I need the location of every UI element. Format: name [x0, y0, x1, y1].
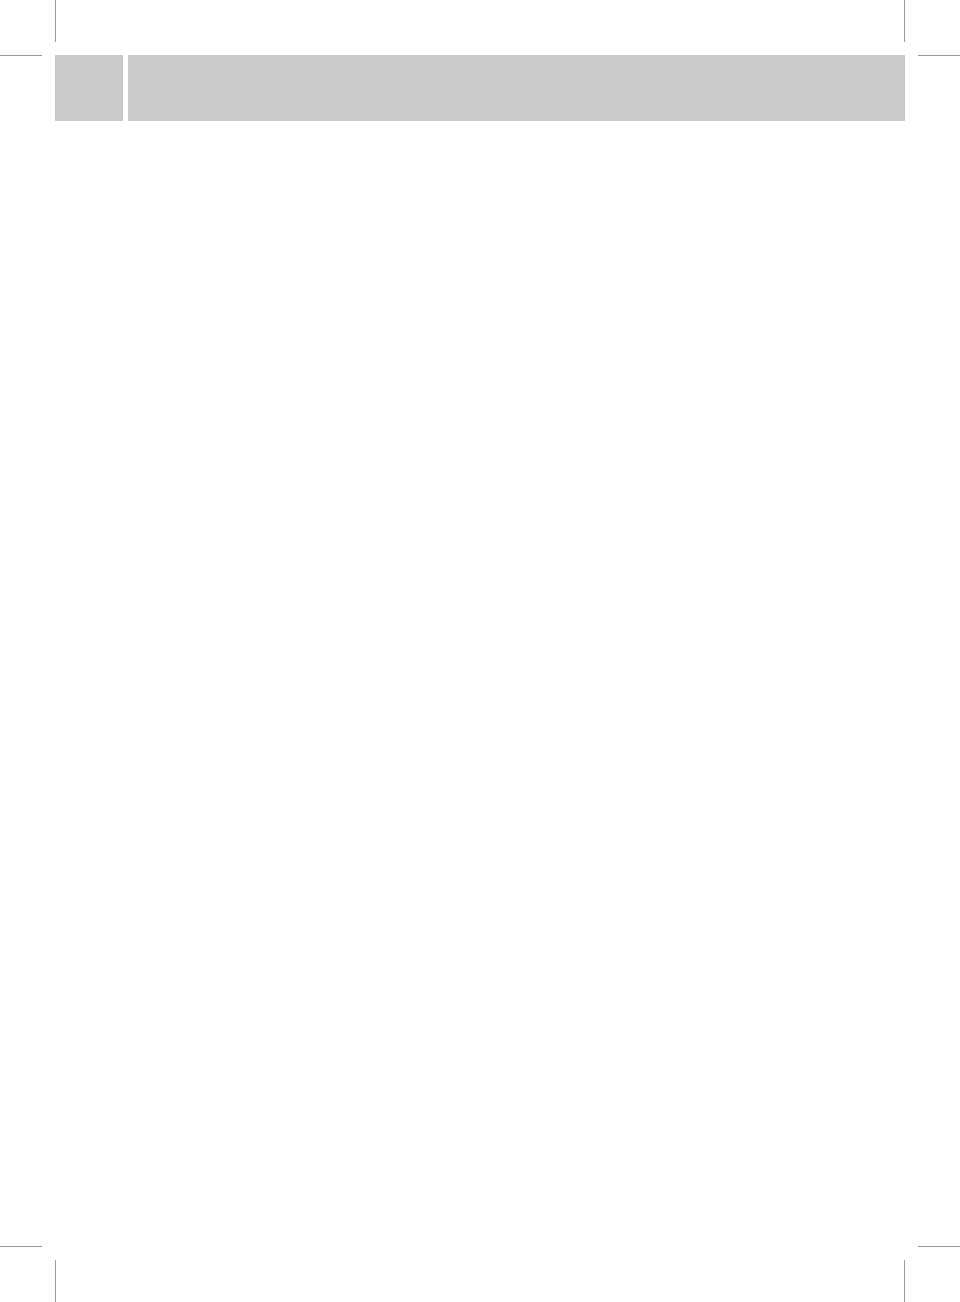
crop-mark	[0, 1246, 42, 1247]
crop-mark	[55, 1260, 56, 1302]
crop-mark	[904, 0, 905, 42]
page-header	[55, 55, 905, 121]
crop-mark	[904, 1260, 905, 1302]
header-divider	[123, 55, 128, 121]
crop-mark	[0, 55, 42, 56]
crop-mark	[918, 1246, 960, 1247]
crop-mark	[918, 55, 960, 56]
crop-mark	[55, 0, 56, 42]
